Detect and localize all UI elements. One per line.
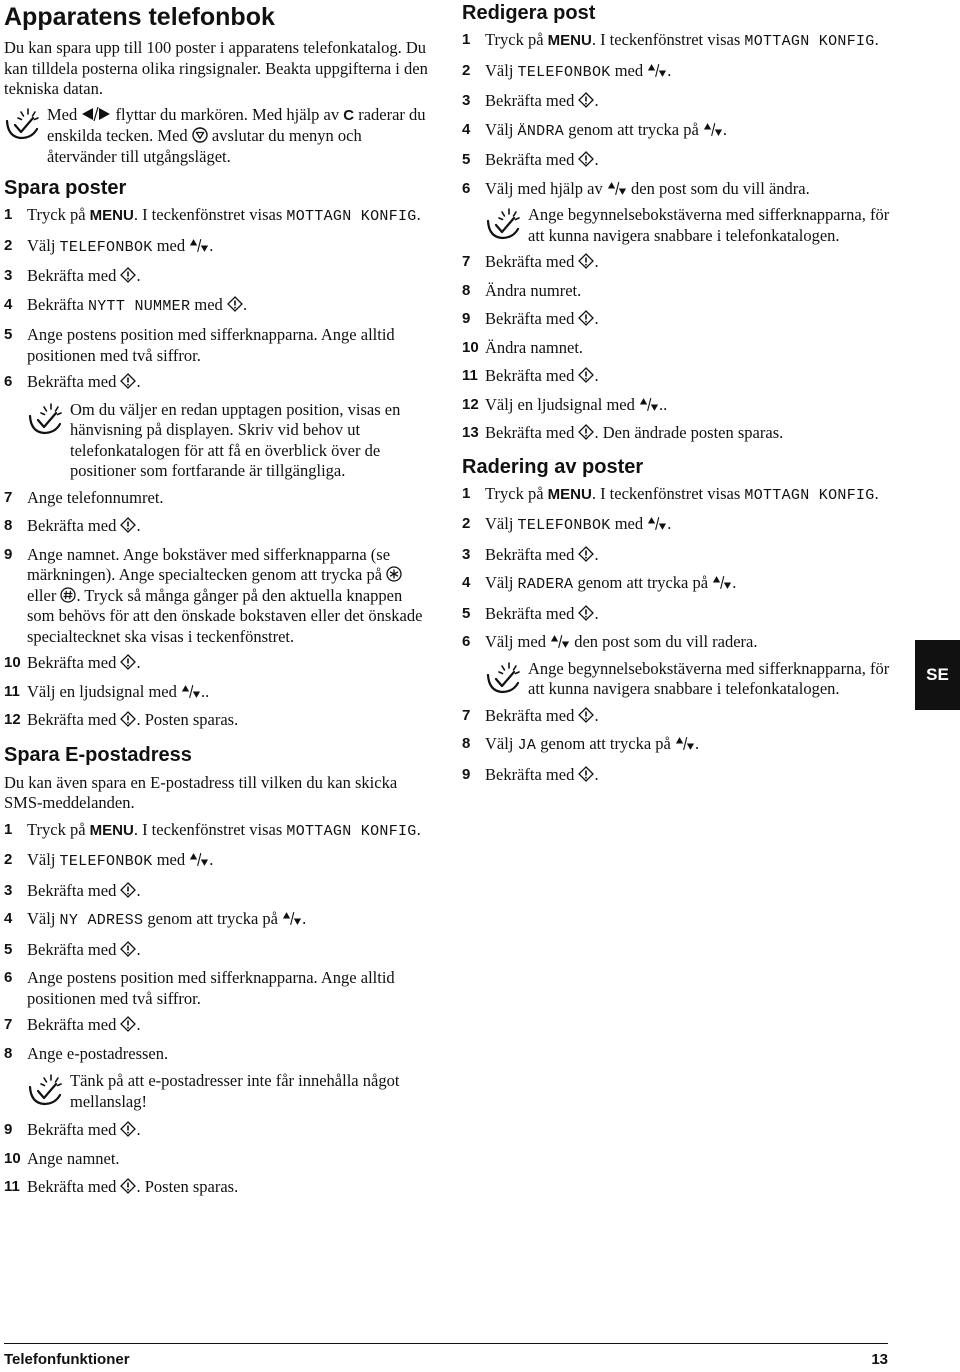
step: 11 Bekräfta med . <box>462 366 599 385</box>
step: 9 Bekräfta med . <box>4 1120 141 1139</box>
step: 1 Tryck på MENU. I teckenfönstret visas MOTTAGN KONFIG. <box>462 30 879 50</box>
step: 7 Ange telefonnumret. <box>4 487 164 507</box>
up-down-arrow-icon <box>647 63 667 78</box>
step: 8 Bekräfta med . <box>4 516 141 535</box>
step: 10 Ändra namnet. <box>462 337 584 357</box>
step: 3 Bekräfta med . <box>4 880 141 900</box>
display-text: MOTTAGN KONFIG <box>744 33 875 50</box>
step: 3 Bekräfta med . <box>462 91 599 110</box>
step: 7 Bekräfta med . <box>462 705 599 725</box>
tip-icon <box>485 207 521 241</box>
ok-icon <box>120 1178 136 1194</box>
step: 5 Bekräfta med . <box>462 603 599 623</box>
step: 11 Välj en ljudsignal med .. <box>4 681 210 701</box>
display-text: NY ADRESS <box>59 912 144 929</box>
ok-icon <box>120 517 136 533</box>
step: 4 Bekräfta NYTT NUMMER med . <box>4 294 248 315</box>
step: 10 Ange namnet. <box>4 1148 120 1168</box>
display-text: TELEFONBOK <box>59 853 153 870</box>
tip-navigation: Med flyttar du markören. Med hjälp av C raderar du enskilda tecken. Med avslutar du menyn och återvänder till utgångsläget. <box>4 105 428 168</box>
display-text: MOTTAGN KONFIG <box>286 208 417 225</box>
heading-spara-epost: Spara E-postadress <box>4 743 192 766</box>
step: 5 Bekräfta med . <box>4 939 141 959</box>
tip-icon <box>27 402 63 436</box>
tip-position: Om du väljer en redan upptagen position, visas en hänvisning på displayen. Skriv vid behov ut telefonkatalogen för att få en överblick över de positioner som fortfarande är tillgängliga. <box>27 400 428 482</box>
step: 5 Ange postens position med sifferknapparna. Ange alltid positionen med två siffror. <box>4 325 395 365</box>
ok-icon <box>578 151 594 167</box>
ok-icon <box>578 310 594 326</box>
display-text: RADERA <box>517 576 574 593</box>
step: 2 Välj TELEFONBOK med . <box>4 235 214 256</box>
intro-text: Du kan spara upp till 100 poster i apparatens telefonkatalog. Du kan tilldela posterna olika ringsignaler. Beakta uppgifterna i den tekniska datan. <box>4 38 428 98</box>
step: 8 Ange e-postadressen. <box>4 1043 169 1063</box>
stop-icon <box>192 127 208 143</box>
up-down-arrow-icon <box>282 911 302 926</box>
ok-icon <box>578 424 594 440</box>
footer-divider <box>4 1343 888 1344</box>
ok-icon <box>578 92 594 108</box>
up-down-arrow-icon <box>703 122 723 137</box>
tip-icon <box>485 661 521 695</box>
step: 1 Tryck på MENU. I teckenfönstret visas MOTTAGN KONFIG. <box>4 819 421 840</box>
step: 7 Bekräfta med . <box>462 252 599 271</box>
up-down-arrow-icon <box>607 181 627 196</box>
ok-icon <box>578 253 594 269</box>
step: 8 Ändra numret. <box>462 280 582 300</box>
step: 1 Tryck på MENU. I teckenfönstret visas MOTTAGN KONFIG. <box>4 205 421 225</box>
step: 13 Bekräfta med . Den ändrade posten sparas. <box>462 423 784 442</box>
up-down-arrow-icon <box>189 852 209 867</box>
up-down-arrow-icon <box>639 397 659 412</box>
step: 11 Bekräfta med . Posten sparas. <box>4 1177 239 1196</box>
step: 9 Bekräfta med . <box>462 764 599 784</box>
step: 5 Bekräfta med . <box>462 150 599 169</box>
page-title: Apparatens telefonbok <box>4 3 275 31</box>
step: 12 Bekräfta med . Posten sparas. <box>4 710 239 729</box>
up-down-arrow-icon <box>181 684 201 699</box>
ok-icon <box>578 605 594 621</box>
ok-icon <box>578 766 594 782</box>
step: 6 Välj med den post som du vill radera. <box>462 632 758 651</box>
ok-icon <box>120 267 136 283</box>
display-text: MOTTAGN KONFIG <box>744 486 875 504</box>
ok-icon <box>120 373 136 389</box>
display-text: NYTT NUMMER <box>87 297 191 315</box>
left-column <box>4 0 428 1198</box>
c-key-label: C <box>343 106 355 124</box>
display-text: TELEFONBOK <box>517 63 611 81</box>
display-text: MOTTAGN KONFIG <box>286 822 417 840</box>
ok-icon <box>227 296 243 312</box>
page-number: 13 <box>871 1351 888 1368</box>
right-column <box>462 0 890 785</box>
step: 3 Bekräfta med . <box>4 266 141 285</box>
ok-icon <box>578 546 594 562</box>
ok-icon <box>120 711 136 727</box>
up-down-arrow-icon <box>647 516 667 531</box>
heading-redigera: Redigera post <box>462 2 596 24</box>
display-text: ÄNDRA <box>517 122 565 140</box>
up-down-arrow-icon <box>712 575 732 590</box>
step: 1 Tryck på MENU. I teckenfönstret visas MOTTAGN KONFIG. <box>462 483 879 504</box>
epost-intro: Du kan även spara en E-postadress till vilken du kan skicka SMS-meddelanden. <box>4 772 398 812</box>
hash-key-icon <box>60 587 76 603</box>
heading-spara-poster: Spara poster <box>4 177 127 199</box>
ok-icon <box>578 707 594 723</box>
tip-icon <box>27 1073 63 1107</box>
step: 9 Ange namnet. Ange bokstäver med sifferknapparna (se märkningen). Ange specialtecken genom att trycka på eller . Tryck så många gånger på den aktuella knappen som behövs för att den önskade bokstaven eller det önskade specialtecknet ska visas i teckenfönstret. <box>4 544 423 646</box>
step: 4 Välj NY ADRESS genom att trycka på . <box>4 909 307 929</box>
step: 2 Välj TELEFONBOK med . <box>4 850 214 870</box>
step: 9 Bekräfta med . <box>462 309 599 328</box>
display-text: JA <box>517 737 537 754</box>
step: 2 Välj TELEFONBOK med . <box>462 514 672 534</box>
ok-icon <box>578 367 594 383</box>
language-tab: SE <box>915 640 960 710</box>
tip-email-spaces: Tänk på att e-postadresser inte får innehålla något mellanslag! <box>27 1071 428 1112</box>
up-down-arrow-icon <box>189 238 209 253</box>
ok-icon <box>120 882 136 898</box>
step: 7 Bekräfta med . <box>4 1015 141 1034</box>
step: 4 Välj RADERA genom att trycka på . <box>462 573 737 593</box>
ok-icon <box>120 1121 136 1137</box>
display-text: TELEFONBOK <box>517 517 611 534</box>
step: 10 Bekräfta med . <box>4 653 141 672</box>
heading-radering: Radering av poster <box>462 455 644 478</box>
up-down-arrow-icon <box>550 634 570 649</box>
ok-icon <box>120 654 136 670</box>
footer-section: Telefonfunktioner <box>4 1351 130 1368</box>
step: 6 Bekräfta med . <box>4 372 141 391</box>
left-right-arrow-icon <box>81 106 111 122</box>
ok-icon <box>120 941 136 957</box>
step: 12 Välj en ljudsignal med .. <box>462 394 668 414</box>
tip-icon <box>4 107 40 141</box>
star-key-icon <box>386 566 402 582</box>
display-text: TELEFONBOK <box>59 238 153 256</box>
step: 2 Välj TELEFONBOK med . <box>462 60 672 81</box>
tip-begynnelse-radering: Ange begynnelsebokstäverna med sifferknapparna, för att kunna navigera snabbare i telefonkatalogen. <box>485 659 890 700</box>
up-down-arrow-icon <box>675 736 695 751</box>
step: 6 Ange postens position med sifferknapparna. Ange alltid positionen med två siffror. <box>4 968 395 1008</box>
tip-begynnelse: Ange begynnelsebokstäverna med sifferknapparna, för att kunna navigera snabbare i telefonkatalogen. <box>485 205 890 246</box>
step: 3 Bekräfta med . <box>462 544 599 564</box>
step: 6 Välj med hjälp av den post som du vill ändra. <box>462 178 810 198</box>
step: 8 Välj JA genom att trycka på . <box>462 734 700 754</box>
step: 4 Välj ÄNDRA genom att trycka på . <box>462 119 728 140</box>
ok-icon <box>120 1016 136 1032</box>
